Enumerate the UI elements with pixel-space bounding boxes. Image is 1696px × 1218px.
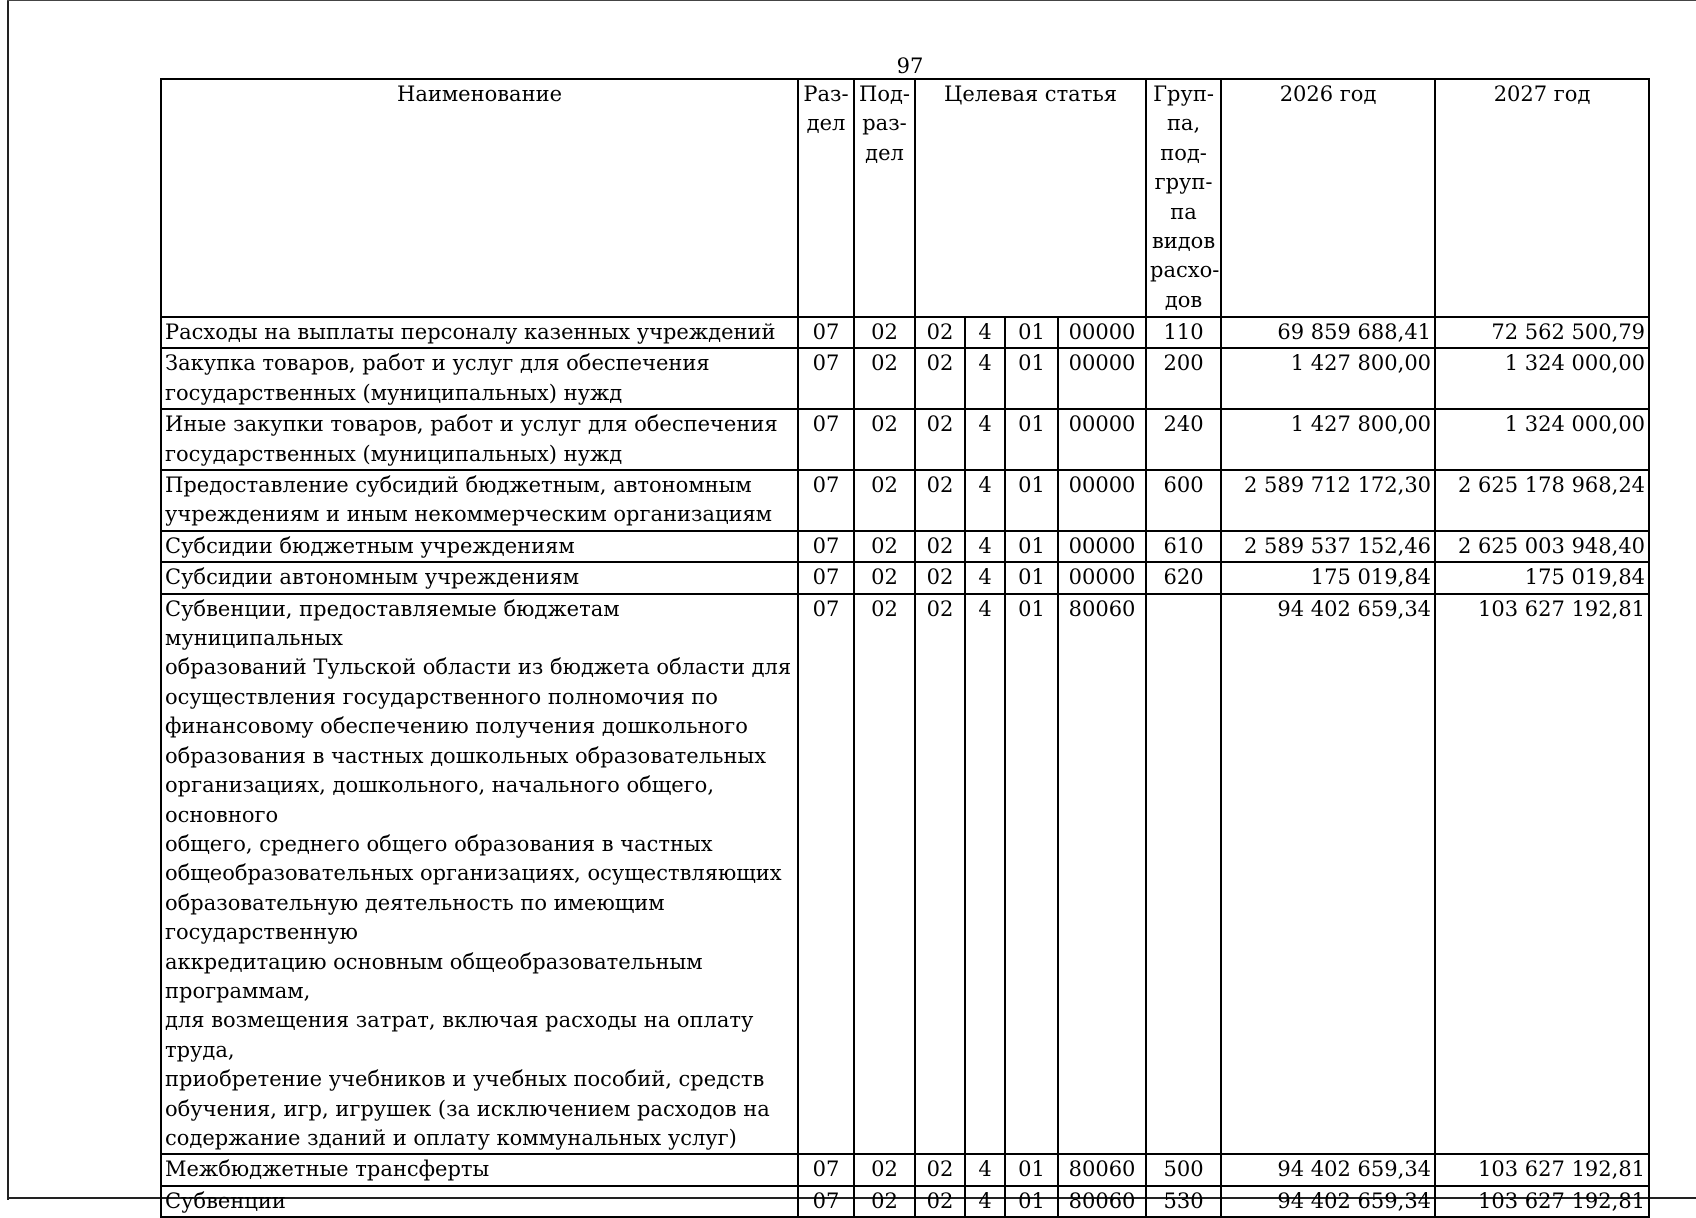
budget-table	[160, 78, 1650, 1218]
row-group	[1146, 594, 1221, 1155]
header-group: Груп- па, под- груп- па видов расхо- дов	[1146, 79, 1221, 317]
row-section: 07	[798, 470, 854, 531]
row-target-direction: 00000	[1058, 348, 1146, 409]
row-name: Межбюджетные трансферты	[161, 1154, 798, 1185]
table-row	[161, 562, 1649, 593]
row-section: 07	[798, 1186, 854, 1217]
row-target-type: 4	[965, 1154, 1005, 1185]
row-target-program: 02	[915, 1186, 965, 1217]
row-section: 07	[798, 1154, 854, 1185]
row-section: 07	[798, 348, 854, 409]
row-amount-2027: 72 562 500,79	[1435, 317, 1649, 348]
row-amount-2027: 175 019,84	[1435, 562, 1649, 593]
row-name: Субсидии бюджетным учреждениям	[161, 531, 798, 562]
table-body	[161, 317, 1649, 1217]
row-target-event: 01	[1005, 470, 1058, 531]
row-section: 07	[798, 317, 854, 348]
row-target-program: 02	[915, 594, 965, 1155]
row-section: 07	[798, 531, 854, 562]
row-target-type: 4	[965, 594, 1005, 1155]
row-target-direction: 80060	[1058, 594, 1146, 1155]
row-name: Субвенции	[161, 1186, 798, 1217]
row-amount-2027: 2 625 178 968,24	[1435, 470, 1649, 531]
row-target-program: 02	[915, 317, 965, 348]
row-subsection: 02	[854, 562, 915, 593]
row-name: Иные закупки товаров, работ и услуг для обеспечения государственных (муниципальных) нужд	[161, 409, 798, 470]
row-group: 530	[1146, 1186, 1221, 1217]
row-amount-2027: 1 324 000,00	[1435, 348, 1649, 409]
row-amount-2027: 103 627 192,81	[1435, 1154, 1649, 1185]
header-subsection: Под- раз- дел	[854, 79, 915, 317]
row-name: Предоставление субсидий бюджетным, автономным учреждениям и иным некоммерческим организациям	[161, 470, 798, 531]
row-target-program: 02	[915, 562, 965, 593]
header-target-article: Целевая статья	[915, 79, 1146, 317]
row-target-event: 01	[1005, 348, 1058, 409]
row-target-type: 4	[965, 470, 1005, 531]
row-target-program: 02	[915, 1154, 965, 1185]
table-row	[161, 594, 1649, 1155]
row-subsection: 02	[854, 470, 915, 531]
row-group: 110	[1146, 317, 1221, 348]
page-number: 97	[896, 54, 924, 78]
row-target-direction: 80060	[1058, 1186, 1146, 1217]
row-target-direction: 80060	[1058, 1154, 1146, 1185]
table-row	[161, 531, 1649, 562]
table-row	[161, 1186, 1649, 1217]
row-target-event: 01	[1005, 1186, 1058, 1217]
row-target-event: 01	[1005, 1154, 1058, 1185]
row-amount-2027: 2 625 003 948,40	[1435, 531, 1649, 562]
table-row	[161, 409, 1649, 470]
row-target-program: 02	[915, 348, 965, 409]
row-target-event: 01	[1005, 317, 1058, 348]
row-subsection: 02	[854, 1154, 915, 1185]
row-amount-2026: 2 589 712 172,30	[1221, 470, 1435, 531]
table-header	[161, 79, 1649, 317]
row-amount-2027: 1 324 000,00	[1435, 409, 1649, 470]
row-subsection: 02	[854, 594, 915, 1155]
row-amount-2026: 175 019,84	[1221, 562, 1435, 593]
row-name: Субвенции, предоставляемые бюджетам муниципальных образований Тульской области из бюджета области для осуществления государственного полномочия по финансовому обеспечению получения дошкольного образования в частных дошкольных образовательных организациях, дошкольного, начального общего, основного общего, среднего общего образования в частных общеобразовательных организациях, осуществляющих образовательную деятельность по имеющим государственную аккредитацию основным общеобразовательным программам, для возмещения затрат, включая расходы на оплату труда, приобретение учебников и учебных пособий, средств обучения, игр, игрушек (за исключением расходов на содержание зданий и оплату коммунальных услуг)	[161, 594, 798, 1155]
row-target-event: 01	[1005, 594, 1058, 1155]
row-section: 07	[798, 594, 854, 1155]
row-amount-2026: 69 859 688,41	[1221, 317, 1435, 348]
row-target-type: 4	[965, 1186, 1005, 1217]
header-year-2026: 2026 год	[1221, 79, 1435, 317]
header-name: Наименование	[161, 79, 798, 317]
row-target-direction: 00000	[1058, 562, 1146, 593]
row-amount-2027: 103 627 192,81	[1435, 1186, 1649, 1217]
row-target-type: 4	[965, 409, 1005, 470]
row-section: 07	[798, 409, 854, 470]
row-group: 610	[1146, 531, 1221, 562]
row-target-direction: 00000	[1058, 409, 1146, 470]
table-row	[161, 348, 1649, 409]
row-name: Субсидии автономным учреждениям	[161, 562, 798, 593]
row-target-program: 02	[915, 531, 965, 562]
row-name: Закупка товаров, работ и услуг для обеспечения государственных (муниципальных) нужд	[161, 348, 798, 409]
row-subsection: 02	[854, 348, 915, 409]
row-target-type: 4	[965, 562, 1005, 593]
row-amount-2026: 2 589 537 152,46	[1221, 531, 1435, 562]
table-row	[161, 317, 1649, 348]
row-target-program: 02	[915, 470, 965, 531]
scan-top-edge	[7, 0, 1696, 1]
row-amount-2026: 94 402 659,34	[1221, 594, 1435, 1155]
table-row	[161, 1154, 1649, 1185]
row-target-event: 01	[1005, 531, 1058, 562]
row-subsection: 02	[854, 531, 915, 562]
row-section: 07	[798, 562, 854, 593]
header-year-2027: 2027 год	[1435, 79, 1649, 317]
row-group: 240	[1146, 409, 1221, 470]
row-subsection: 02	[854, 1186, 915, 1217]
row-group: 500	[1146, 1154, 1221, 1185]
row-target-program: 02	[915, 409, 965, 470]
row-subsection: 02	[854, 409, 915, 470]
row-amount-2026: 1 427 800,00	[1221, 348, 1435, 409]
row-group: 600	[1146, 470, 1221, 531]
row-amount-2027: 103 627 192,81	[1435, 594, 1649, 1155]
row-target-direction: 00000	[1058, 531, 1146, 562]
row-group: 620	[1146, 562, 1221, 593]
row-amount-2026: 1 427 800,00	[1221, 409, 1435, 470]
row-amount-2026: 94 402 659,34	[1221, 1154, 1435, 1185]
header-section: Раз- дел	[798, 79, 854, 317]
row-name: Расходы на выплаты персоналу казенных учреждений	[161, 317, 798, 348]
row-target-direction: 00000	[1058, 470, 1146, 531]
row-subsection: 02	[854, 317, 915, 348]
row-target-direction: 00000	[1058, 317, 1146, 348]
row-target-event: 01	[1005, 562, 1058, 593]
row-amount-2026: 94 402 659,34	[1221, 1186, 1435, 1217]
scan-left-edge	[7, 0, 9, 1200]
row-group: 200	[1146, 348, 1221, 409]
table-row	[161, 470, 1649, 531]
row-target-event: 01	[1005, 409, 1058, 470]
row-target-type: 4	[965, 317, 1005, 348]
row-target-type: 4	[965, 531, 1005, 562]
row-target-type: 4	[965, 348, 1005, 409]
